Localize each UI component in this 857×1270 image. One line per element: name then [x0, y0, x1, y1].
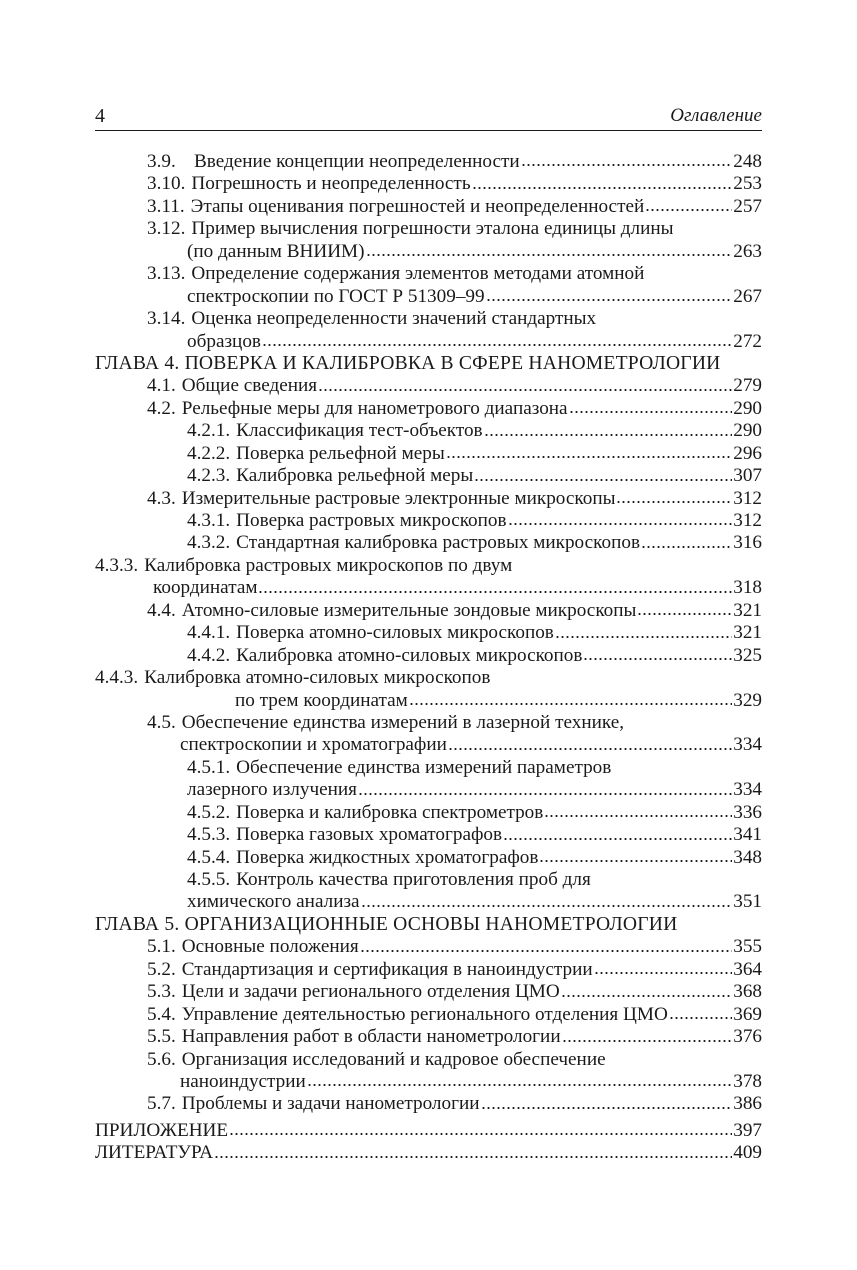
section-number: 4.2.2. — [187, 442, 231, 464]
dot-leader — [594, 970, 733, 976]
dot-leader — [366, 252, 733, 258]
toc-entry — [95, 1142, 762, 1164]
toc-line — [95, 667, 762, 689]
page-reference: 409 — [733, 1142, 762, 1164]
toc-entry — [95, 398, 762, 420]
dot-leader — [229, 1131, 732, 1137]
section-number: 4.1. — [147, 375, 176, 397]
toc-entry — [95, 645, 762, 667]
section-title: Общие сведения — [181, 375, 318, 397]
section-number: 4.3.2. — [187, 532, 231, 554]
toc-line — [95, 420, 762, 442]
section-title: Поверка атомно-силовых микроскопов — [236, 622, 554, 644]
dot-leader — [562, 1038, 733, 1044]
page-reference: 290 — [733, 397, 762, 419]
section-number: 4.3.1. — [187, 510, 231, 531]
section-title: Поверка и калибровка спектрометров — [236, 801, 544, 823]
toc-line — [95, 645, 762, 667]
section-title: по трем координатам — [235, 689, 408, 711]
dot-leader — [481, 1105, 733, 1111]
page-reference: 378 — [733, 1070, 762, 1092]
toc-line — [95, 286, 762, 308]
section-number: 5.5. — [147, 1026, 176, 1048]
section-title: Обеспечение единства измерений параметров — [236, 756, 612, 778]
section-number: 5.4. — [147, 1003, 176, 1025]
page-reference: 307 — [733, 465, 762, 487]
section-number: 4.2. — [147, 397, 176, 419]
toc-line — [95, 1026, 762, 1048]
page-reference: 272 — [733, 330, 762, 352]
section-title: спектроскопии и хроматографии — [180, 734, 447, 756]
toc-line — [95, 600, 762, 622]
toc-line — [95, 443, 762, 465]
section-number: 4.3. — [147, 487, 176, 509]
toc-line — [95, 690, 762, 712]
section-title: Калибровка атомно-силовых микроскопов — [236, 644, 583, 666]
section-title: Погрешность и неопределенность — [191, 173, 471, 195]
toc-line — [95, 375, 762, 397]
dot-leader — [508, 521, 733, 527]
toc-entry — [95, 488, 762, 510]
section-number: 5.6. — [147, 1048, 176, 1070]
page-reference: 397 — [733, 1119, 762, 1141]
toc-entry — [95, 218, 762, 263]
section-title: Контроль качества приготовления проб для — [236, 869, 591, 890]
toc-line — [95, 308, 762, 330]
section-title: Оценка неопределенности значений стандартных — [191, 308, 597, 330]
section-title: Определение содержания элементов методами атомной — [191, 263, 645, 285]
toc-line — [95, 1142, 762, 1164]
toc-line — [95, 1049, 762, 1071]
dot-leader — [318, 387, 732, 393]
section-title: Стандартная калибровка растровых микроскопов — [236, 532, 640, 554]
toc-line — [95, 869, 762, 891]
toc-entry — [95, 196, 762, 218]
toc-entry — [95, 510, 762, 532]
page-reference: 355 — [733, 936, 762, 958]
dot-leader — [555, 634, 732, 640]
toc-entry — [95, 824, 762, 846]
dot-leader — [583, 656, 732, 662]
page-reference: 334 — [733, 734, 762, 756]
dot-leader — [669, 1015, 732, 1021]
section-title: Измерительные растровые электронные микроскопы — [181, 487, 616, 509]
page-reference: 364 — [733, 958, 762, 980]
page-reference: 312 — [733, 510, 762, 531]
toc-entry — [95, 532, 762, 554]
section-title: Калибровка атомно-силовых микроскопов — [144, 667, 491, 689]
page-reference: 279 — [733, 375, 762, 397]
page-reference: 253 — [733, 173, 762, 195]
toc-entry — [95, 1026, 762, 1048]
section-title: Поверка газовых хроматографов — [236, 824, 503, 846]
toc-line — [95, 824, 762, 846]
toc-entry — [95, 622, 762, 644]
toc-line — [95, 914, 762, 936]
toc-line — [95, 353, 762, 375]
section-title: Поверка растровых микроскопов — [236, 510, 507, 531]
section-title: образцов — [187, 330, 261, 352]
toc-line — [95, 779, 762, 801]
dot-leader — [616, 499, 732, 505]
toc-line — [95, 757, 762, 779]
section-title: ГЛАВА 4. ПОВЕРКА И КАЛИБРОВКА В СФЕРЕ НАНОМЕТРОЛОГИИ — [95, 352, 721, 374]
section-title: Рельефные меры для нанометрового диапазона — [181, 397, 568, 419]
section-number: 4.5. — [147, 711, 176, 733]
dot-leader — [361, 903, 733, 909]
section-number: 4.4. — [147, 599, 176, 621]
page-reference: 325 — [733, 644, 762, 666]
section-number: 3.10. — [147, 173, 186, 195]
toc-entry — [95, 465, 762, 487]
toc-line — [95, 196, 762, 218]
toc-entry — [95, 1049, 762, 1094]
toc-entry — [95, 555, 762, 600]
page-reference: 386 — [733, 1093, 762, 1115]
running-title: Оглавление — [670, 105, 762, 126]
section-title: Классификация тест-объектов — [236, 420, 483, 442]
page-reference: 348 — [733, 846, 762, 868]
section-number: 3.9. — [147, 151, 176, 172]
page-reference: 263 — [733, 240, 762, 262]
toc-line — [95, 398, 762, 420]
dot-leader — [358, 791, 732, 797]
page-reference: 290 — [733, 420, 762, 442]
dot-leader — [561, 993, 732, 999]
dot-leader — [503, 836, 732, 842]
section-number: 4.5.4. — [187, 846, 231, 868]
toc-entry — [95, 1093, 762, 1115]
section-title: химического анализа — [187, 891, 360, 913]
section-number: 3.14. — [147, 308, 186, 330]
section-title: Поверка рельефной меры — [236, 442, 445, 464]
header-rule — [95, 130, 762, 131]
section-number: 4.5.3. — [187, 824, 231, 846]
dot-leader — [521, 162, 733, 168]
section-number: 4.2.3. — [187, 465, 231, 487]
toc-entry — [95, 802, 762, 824]
toc-line — [95, 891, 762, 913]
section-number: 4.4.1. — [187, 622, 231, 644]
toc-entry — [95, 263, 762, 308]
toc-line — [95, 488, 762, 510]
toc-line — [95, 555, 762, 577]
section-number: 4.2.1. — [187, 420, 231, 442]
section-title: Основные положения — [181, 936, 359, 958]
section-title: Цели и задачи регионального отделения ЦМО — [181, 981, 560, 1003]
section-title: ГЛАВА 5. ОРГАНИЗАЦИОННЫЕ ОСНОВЫ НАНОМЕТРОЛОГИИ — [95, 913, 678, 935]
section-number: 5.3. — [147, 981, 176, 1003]
section-number: 4.4.3. — [95, 667, 139, 689]
page-reference: 321 — [733, 599, 762, 621]
toc-line — [95, 1120, 762, 1142]
toc-entry — [95, 375, 762, 397]
dot-leader — [569, 409, 733, 415]
toc-line — [95, 981, 762, 1003]
page-reference: 267 — [733, 285, 762, 307]
section-title: Этапы оценивания погрешностей и неопределенностей — [190, 195, 645, 217]
toc-line — [95, 263, 762, 285]
section-title: Калибровка растровых микроскопов по двум — [144, 554, 513, 576]
page-reference: 321 — [733, 622, 762, 644]
section-number: 3.12. — [147, 218, 186, 240]
page-reference: 334 — [733, 779, 762, 801]
toc-line — [95, 1071, 762, 1093]
dot-leader — [484, 432, 733, 438]
toc-entry — [95, 847, 762, 869]
toc-entry — [95, 1120, 762, 1142]
page-reference: 248 — [733, 151, 762, 172]
page-reference: 312 — [733, 487, 762, 509]
page-reference: 368 — [733, 981, 762, 1003]
toc-line — [95, 1093, 762, 1115]
section-title: Направления работ в области нанометрологии — [181, 1026, 561, 1048]
section-title: координатам — [153, 577, 258, 599]
toc-entry — [95, 1004, 762, 1026]
dot-leader — [472, 185, 733, 191]
toc-line — [95, 1004, 762, 1026]
section-title: Обеспечение единства измерений в лазерной технике, — [181, 711, 625, 733]
section-number: 4.5.5. — [187, 869, 231, 890]
dot-leader — [360, 948, 732, 954]
dot-leader — [446, 454, 733, 460]
toc-entry — [95, 667, 762, 712]
toc-entry — [95, 981, 762, 1003]
toc-entry — [95, 600, 762, 622]
toc-line — [95, 577, 762, 599]
toc-line — [95, 622, 762, 644]
chapter-heading — [95, 914, 762, 936]
section-number: 4.5.2. — [187, 801, 231, 823]
section-title: Поверка жидкостных хроматографов — [236, 846, 539, 868]
section-number: 4.3.3. — [95, 554, 139, 576]
section-number: 4.4.2. — [187, 644, 231, 666]
toc-entry — [95, 959, 762, 981]
section-title: Стандартизация и сертификация в наноиндустрии — [181, 958, 593, 980]
section-number: 5.1. — [147, 936, 176, 958]
toc-entry — [95, 443, 762, 465]
section-title: ПРИЛОЖЕНИЕ — [95, 1119, 229, 1141]
toc-line — [95, 734, 762, 756]
dot-leader — [307, 1082, 732, 1088]
dot-leader — [486, 297, 733, 303]
page-reference: 329 — [733, 689, 762, 711]
toc-line — [95, 847, 762, 869]
dot-leader — [645, 207, 732, 213]
toc-entry — [95, 173, 762, 195]
page-reference: 351 — [733, 891, 762, 913]
chapter-heading — [95, 353, 762, 375]
section-title: Проблемы и задачи нанометрологии — [181, 1093, 480, 1115]
page-reference: 336 — [733, 801, 762, 823]
toc-line — [95, 712, 762, 734]
section-title: Калибровка рельефной меры — [236, 465, 474, 487]
section-number: 3.11. — [147, 195, 185, 217]
section-title: Атомно-силовые измерительные зондовые микроскопы — [181, 599, 637, 621]
section-title: Управление деятельностью регионального отделения ЦМО — [181, 1003, 668, 1025]
toc-line — [95, 959, 762, 981]
section-title: Пример вычисления погрешности эталона единицы длины — [191, 218, 674, 240]
toc-line — [95, 936, 762, 958]
section-number: 5.7. — [147, 1093, 176, 1115]
toc-entry — [95, 869, 762, 914]
dot-leader — [544, 813, 732, 819]
toc-line — [95, 802, 762, 824]
toc-entry — [95, 936, 762, 958]
dot-leader — [637, 611, 732, 617]
page-reference: 318 — [733, 577, 762, 599]
toc-entry — [95, 712, 762, 757]
section-title: спектроскопии по ГОСТ Р 51309–99 — [187, 285, 485, 307]
section-number: 4.5.1. — [187, 756, 231, 778]
dot-leader — [641, 544, 732, 550]
page-reference: 341 — [733, 824, 762, 846]
toc-line — [95, 532, 762, 554]
section-title: наноиндустрии — [180, 1070, 306, 1092]
dot-leader — [539, 858, 732, 864]
page-reference: 369 — [733, 1003, 762, 1025]
toc-entry — [95, 757, 762, 802]
page-reference: 316 — [733, 532, 762, 554]
page-reference: 376 — [733, 1026, 762, 1048]
toc-line — [95, 173, 762, 195]
toc-line — [95, 151, 762, 173]
section-title: ЛИТЕРАТУРА — [95, 1142, 214, 1164]
toc-line — [95, 465, 762, 487]
toc-line — [95, 331, 762, 353]
toc-entry — [95, 308, 762, 353]
toc-line — [95, 241, 762, 263]
dot-leader — [448, 746, 732, 752]
section-number: 5.2. — [147, 958, 176, 980]
page-reference: 257 — [733, 195, 762, 217]
section-number: 3.13. — [147, 263, 186, 285]
toc-entry — [95, 151, 762, 173]
page-number: 4 — [95, 105, 105, 127]
toc-entry — [95, 420, 762, 442]
dot-leader — [214, 1154, 732, 1160]
toc-line — [95, 218, 762, 240]
dot-leader — [409, 701, 732, 707]
dot-leader — [258, 589, 732, 595]
page-reference: 296 — [733, 442, 762, 464]
dot-leader — [262, 342, 732, 348]
section-title: лазерного излучения — [187, 779, 357, 801]
section-title: Введение концепции неопределенности — [194, 151, 520, 172]
toc-line — [95, 510, 762, 532]
section-title: (по данным ВНИИМ) — [187, 240, 365, 262]
table-of-contents — [95, 151, 762, 1165]
section-title: Организация исследований и кадровое обеспечение — [181, 1048, 606, 1070]
dot-leader — [474, 477, 732, 483]
